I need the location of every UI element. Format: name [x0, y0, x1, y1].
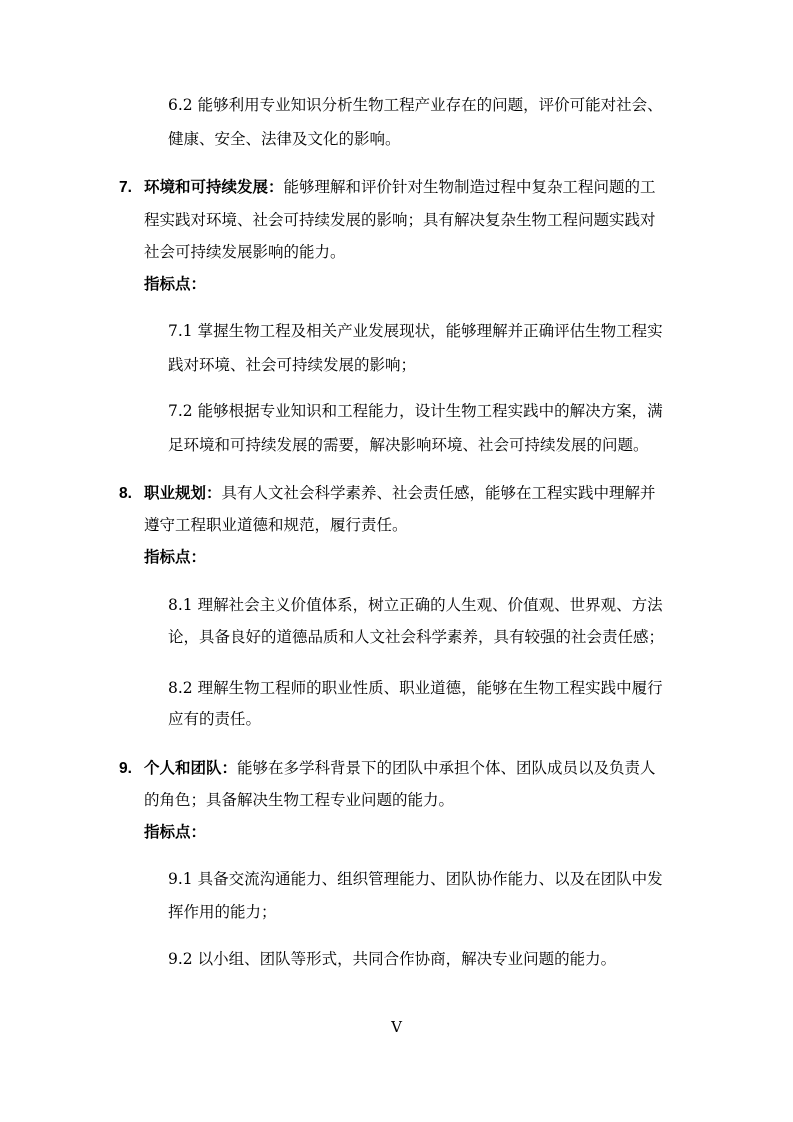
- indicator-9-1-line2: 挥作用的能力；: [168, 903, 277, 921]
- indicator-6-2-line2: 健康、安全、法律及文化的影响。: [168, 130, 401, 148]
- indicator-9-1-line1: 9.1 具备交流沟通能力、组织管理能力、团队协作能力、以及在团队中发: [168, 870, 663, 888]
- section-7-text-line2: 程实践对环境、社会可持续发展的影响；具有解决复杂生物工程问题实践对: [144, 211, 656, 229]
- section-7-indicator-label: 指标点：: [144, 274, 207, 293]
- section-8-title: 职业规划：: [144, 483, 222, 502]
- indicator-6-2-line1: 6.2 能够利用专业知识分析生物工程产业存在的问题，评价可能对社会、: [168, 96, 663, 114]
- page-number: V: [391, 1018, 402, 1036]
- section-8-number: 8.: [119, 485, 132, 502]
- section-7-number: 7.: [119, 179, 132, 196]
- section-8-heading: [119, 476, 656, 511]
- section-7-text-line1: 能够理解和评价针对生物制造过程中复杂工程问题的工: [283, 178, 656, 196]
- section-9-text-line1: 能够在多学科背景下的团队中承担个体、团队成员以及负责人: [237, 759, 656, 777]
- indicator-8-1-line1: 8.1 理解社会主义价值体系，树立正确的人生观、价值观、世界观、方法: [168, 596, 663, 614]
- indicator-7-1-line2: 践对环境、社会可持续发展的影响；: [168, 356, 417, 374]
- section-8-text-line1: 具有人文社会科学素养、社会责任感，能够在工程实践中理解并: [221, 484, 656, 502]
- section-9-heading: [119, 751, 656, 786]
- section-8-text-line2: 遵守工程职业道德和规范，履行责任。: [144, 516, 408, 534]
- indicator-8-1-line2: 论，具备良好的道德品质和人文社会科学素养，具有较强的社会责任感；: [168, 628, 665, 646]
- indicator-7-2-line1: 7.2 能够根据专业知识和工程能力，设计生物工程实践中的解决方案，满: [168, 402, 663, 420]
- section-9-indicator-label: 指标点：: [144, 822, 207, 841]
- section-7-title: 环境和可持续发展：: [144, 177, 284, 196]
- section-7-text-line3: 社会可持续发展影响的能力。: [144, 243, 346, 261]
- section-9-number: 9.: [119, 760, 132, 777]
- section-7-heading: [119, 170, 656, 205]
- indicator-7-2-line2: 足环境和可持续发展的需要，解决影响环境、社会可持续发展的问题。: [168, 436, 649, 454]
- section-9-title: 个人和团队：: [144, 758, 238, 777]
- section-9-text-line2: 的角色；具备解决生物工程专业问题的能力。: [144, 791, 455, 809]
- indicator-7-1-line1: 7.1 掌握生物工程及相关产业发展现状，能够理解并正确评估生物工程实: [168, 322, 663, 340]
- section-8-indicator-label: 指标点：: [144, 547, 207, 566]
- indicator-8-2-line2: 应有的责任。: [168, 710, 262, 728]
- indicator-9-2-line1: 9.2 以小组、团队等形式，共同合作协商，解决专业问题的能力。: [168, 950, 617, 968]
- indicator-8-2-line1: 8.2 理解生物工程师的职业性质、职业道德，能够在生物工程实践中履行: [168, 679, 663, 697]
